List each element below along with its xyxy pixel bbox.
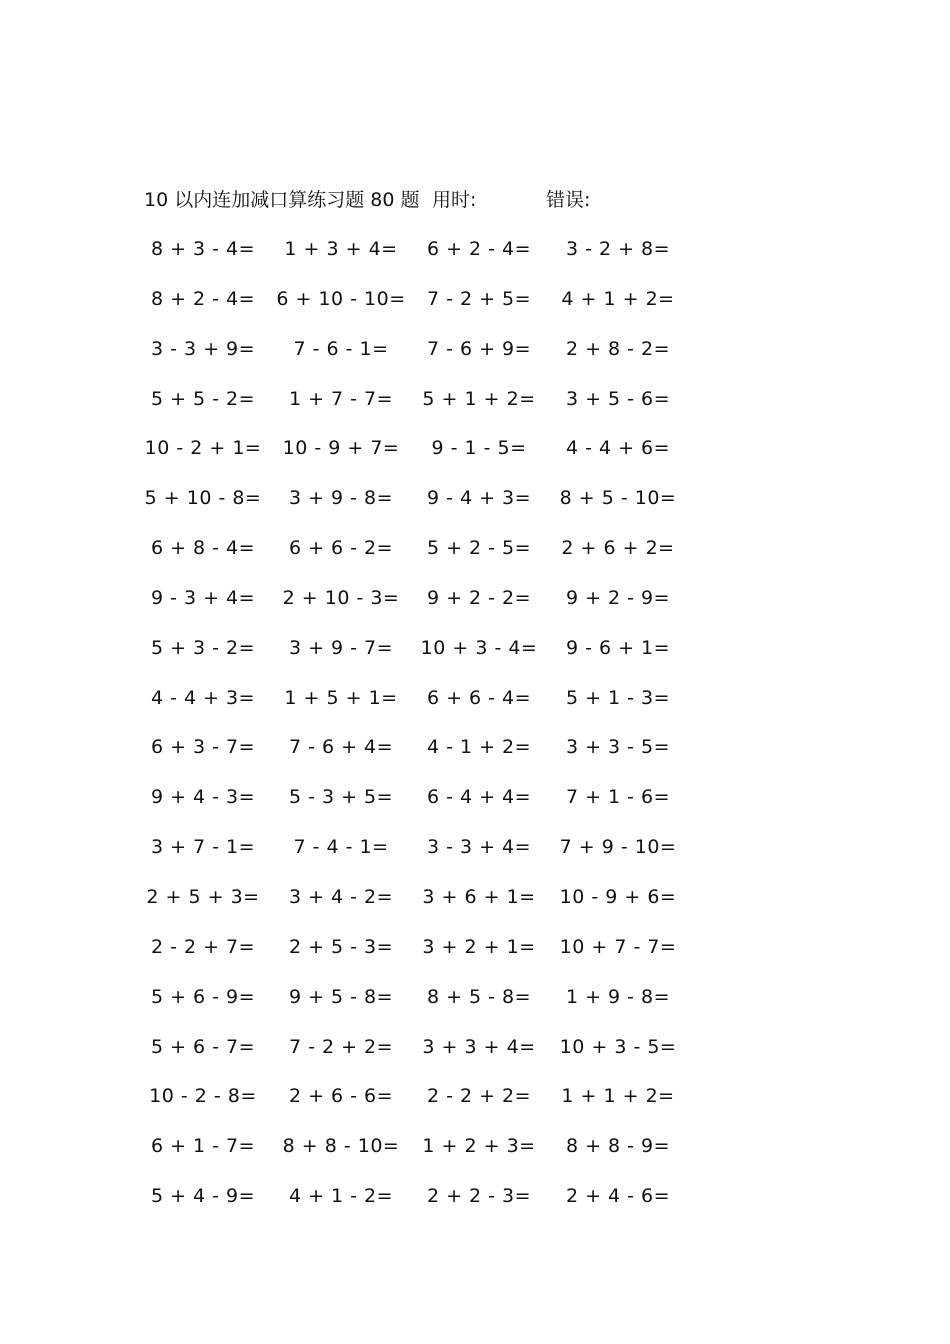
problem-item: 10 - 9 + 6= <box>559 885 677 908</box>
problem-item: 3 + 2 + 1= <box>422 935 536 958</box>
problem-row <box>0 583 950 633</box>
problem-item: 3 + 4 - 2= <box>288 885 394 908</box>
problem-item: 2 - 2 + 7= <box>150 935 256 958</box>
problem-item: 9 + 4 - 3= <box>150 786 256 809</box>
time-label: 用时: <box>432 189 477 211</box>
problem-item: 3 + 7 - 1= <box>150 836 256 859</box>
problem-item: 4 + 1 + 2= <box>561 287 675 310</box>
problem-item: 9 - 1 - 5= <box>431 437 527 460</box>
problem-item: 8 + 5 - 10= <box>559 487 677 510</box>
problem-item: 1 + 9 - 8= <box>565 985 671 1008</box>
problem-item: 5 + 1 - 3= <box>565 686 671 709</box>
problem-item: 3 + 9 - 7= <box>288 636 394 659</box>
problem-row <box>0 433 950 483</box>
problem-item: 5 + 2 - 5= <box>426 537 532 560</box>
problem-item: 5 + 6 - 7= <box>150 1035 256 1058</box>
problem-item: 2 + 5 - 3= <box>288 935 394 958</box>
problem-item: 1 + 7 - 7= <box>288 387 394 410</box>
errors-label: 错误: <box>546 189 591 211</box>
problem-item: 7 - 2 + 5= <box>426 287 532 310</box>
problem-item: 5 + 10 - 8= <box>144 487 262 510</box>
problem-item: 4 - 4 + 3= <box>150 686 256 709</box>
problem-item: 5 + 6 - 9= <box>150 985 256 1008</box>
problem-item: 5 + 1 + 2= <box>422 387 536 410</box>
problem-row <box>0 782 950 832</box>
problem-item: 1 + 5 + 1= <box>284 686 398 709</box>
problem-item: 4 - 4 + 6= <box>565 437 671 460</box>
problem-item: 9 - 3 + 4= <box>150 586 256 609</box>
problem-item: 10 + 7 - 7= <box>559 935 677 958</box>
problem-item: 6 - 4 + 4= <box>426 786 532 809</box>
problem-row <box>0 483 950 533</box>
problem-item: 2 - 2 + 2= <box>426 1085 532 1108</box>
problem-item: 8 + 8 - 9= <box>565 1135 671 1158</box>
problem-item: 6 + 6 - 4= <box>426 686 532 709</box>
problem-item: 2 + 4 - 6= <box>565 1185 671 1208</box>
problem-grid <box>0 234 950 1231</box>
problem-item: 3 + 9 - 8= <box>288 487 394 510</box>
problem-row <box>0 284 950 334</box>
problem-row <box>0 932 950 982</box>
problem-row <box>0 384 950 434</box>
problem-item: 7 + 1 - 6= <box>565 786 671 809</box>
problem-item: 4 + 1 - 2= <box>288 1185 394 1208</box>
problem-item: 6 + 2 - 4= <box>426 238 532 260</box>
problem-item: 7 - 6 - 1= <box>293 337 389 360</box>
problem-item: 3 + 3 - 5= <box>565 736 671 759</box>
problem-item: 8 + 8 - 10= <box>282 1135 400 1158</box>
problem-item: 3 + 3 + 4= <box>422 1035 536 1058</box>
problem-item: 10 - 2 + 1= <box>144 437 262 460</box>
problem-row <box>0 1032 950 1082</box>
problem-item: 10 + 3 - 4= <box>420 636 538 659</box>
worksheet-title: 10 以内连加减口算练习题 80 题 <box>144 189 420 211</box>
problem-item: 3 - 2 + 8= <box>565 238 671 260</box>
problem-item: 4 - 1 + 2= <box>426 736 532 759</box>
problem-item: 7 - 2 + 2= <box>288 1035 394 1058</box>
problem-row <box>0 732 950 782</box>
problem-item: 6 + 6 - 2= <box>288 537 394 560</box>
problem-item: 6 + 10 - 10= <box>276 287 406 310</box>
problem-row <box>0 1181 950 1231</box>
problem-item: 2 + 6 + 2= <box>561 537 675 560</box>
problem-row <box>0 1081 950 1131</box>
problem-row <box>0 683 950 733</box>
problem-item: 2 + 10 - 3= <box>282 586 400 609</box>
problem-item: 8 + 2 - 4= <box>150 287 256 310</box>
problem-row <box>0 633 950 683</box>
problem-item: 2 + 5 + 3= <box>146 885 260 908</box>
worksheet-header <box>0 186 950 214</box>
problem-item: 1 + 1 + 2= <box>561 1085 675 1108</box>
problem-row <box>0 832 950 882</box>
problem-row <box>0 234 950 284</box>
problem-item: 6 + 1 - 7= <box>150 1135 256 1158</box>
problem-item: 2 + 8 - 2= <box>565 337 671 360</box>
problem-row <box>0 982 950 1032</box>
problem-row <box>0 533 950 583</box>
problem-item: 9 + 2 - 9= <box>565 586 671 609</box>
problem-row <box>0 1131 950 1181</box>
problem-item: 9 - 4 + 3= <box>426 487 532 510</box>
problem-item: 10 + 3 - 5= <box>559 1035 677 1058</box>
problem-item: 3 - 3 + 4= <box>426 836 532 859</box>
problem-item: 7 - 6 + 9= <box>426 337 532 360</box>
problem-item: 2 + 2 - 3= <box>426 1185 532 1208</box>
problem-item: 3 + 5 - 6= <box>565 387 671 410</box>
problem-item: 3 - 3 + 9= <box>150 337 256 360</box>
problem-item: 2 + 6 - 6= <box>288 1085 394 1108</box>
problem-item: 8 + 5 - 8= <box>426 985 532 1008</box>
problem-item: 1 + 3 + 4= <box>284 238 398 260</box>
problem-item: 9 + 5 - 8= <box>288 985 394 1008</box>
problem-item: 10 - 9 + 7= <box>282 437 400 460</box>
problem-item: 9 - 6 + 1= <box>565 636 671 659</box>
problem-item: 5 + 4 - 9= <box>150 1185 256 1208</box>
problem-item: 10 - 2 - 8= <box>149 1085 257 1108</box>
problem-item: 9 + 2 - 2= <box>426 586 532 609</box>
problem-item: 6 + 3 - 7= <box>150 736 256 759</box>
problem-item: 3 + 6 + 1= <box>422 885 536 908</box>
problem-item: 1 + 2 + 3= <box>422 1135 536 1158</box>
problem-row <box>0 882 950 932</box>
problem-item: 5 + 5 - 2= <box>150 387 256 410</box>
problem-item: 6 + 8 - 4= <box>150 537 256 560</box>
problem-row <box>0 334 950 384</box>
problem-item: 5 + 3 - 2= <box>150 636 256 659</box>
problem-item: 8 + 3 - 4= <box>150 238 256 260</box>
problem-item: 7 - 6 + 4= <box>288 736 394 759</box>
problem-item: 5 - 3 + 5= <box>288 786 394 809</box>
problem-item: 7 - 4 - 1= <box>293 836 389 859</box>
problem-item: 7 + 9 - 10= <box>559 836 677 859</box>
